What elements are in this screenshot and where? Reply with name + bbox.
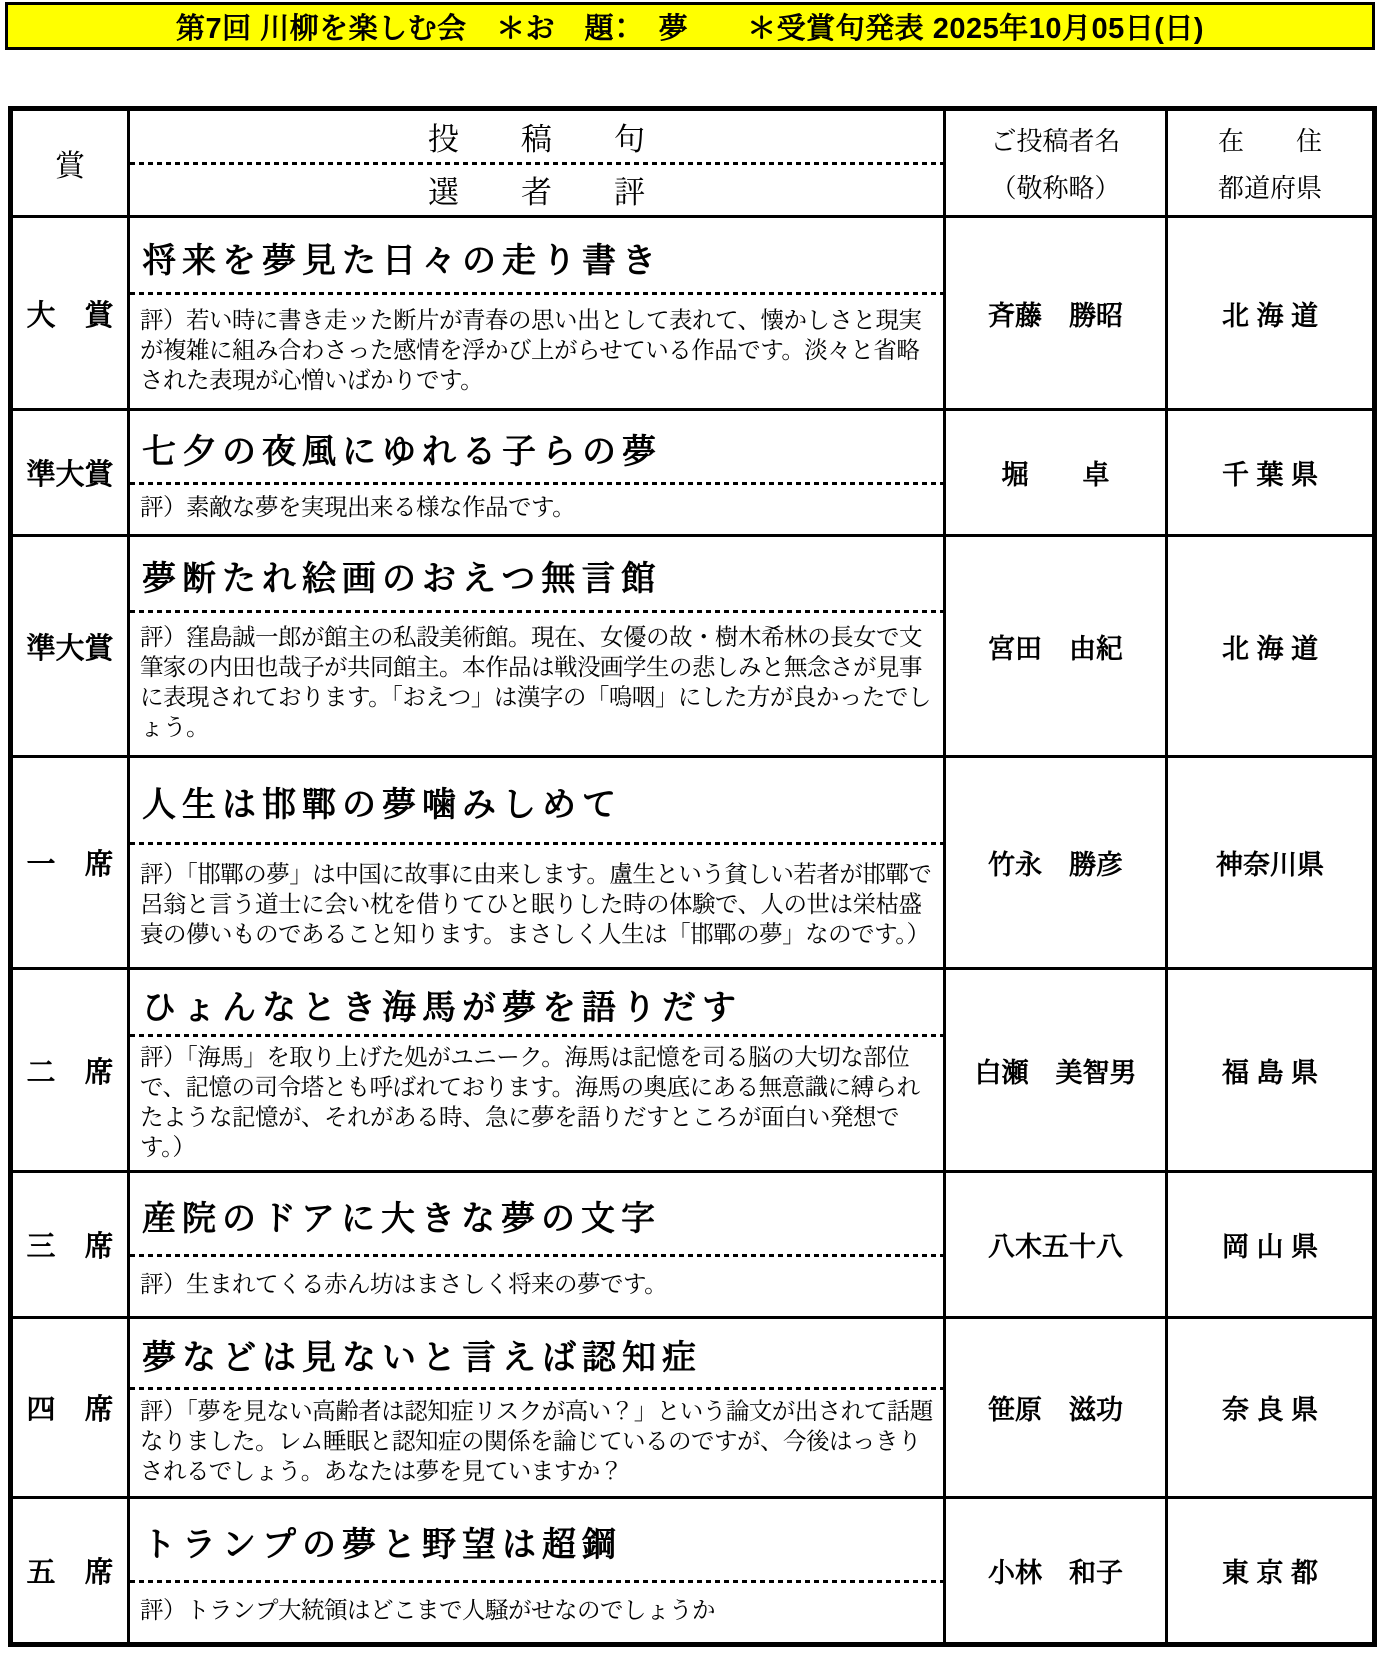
- author-name: 笹原 滋功: [945, 1318, 1167, 1498]
- residence: 神奈川県: [1167, 757, 1375, 969]
- award-label: 準大賞: [11, 410, 129, 536]
- poem-text: 夢などは見ないと言えば認知症: [142, 1338, 702, 1379]
- judge-comment: 評）窪島誠一郎が館主の私設美術館。現在、女優の故・樹木希林の長女で文筆家の内田也哉子が共同館主。本作品は戦没画学生の悲しみと無念さが見事に表現されております。「おえつ」は漢字の「嗚咽」にした方が良かったでしょう。: [140, 624, 931, 740]
- award-label: 準大賞: [11, 536, 129, 757]
- residence: 北 海 道: [1167, 536, 1375, 757]
- dashed-divider: [130, 1580, 943, 1583]
- poem-comment-cell: [129, 1172, 945, 1318]
- table-row: [11, 1172, 1375, 1318]
- dashed-divider: [130, 1387, 943, 1390]
- header-name-line1: ご投稿者名: [990, 126, 1121, 156]
- table-row: [11, 536, 1375, 757]
- award-label: 五 席: [11, 1498, 129, 1645]
- header-poem-label: 投 稿 句: [428, 121, 645, 157]
- poem-comment-cell: [129, 757, 945, 969]
- author-name: 白瀬 美智男: [945, 969, 1167, 1172]
- poem-text: 七夕の夜風にゆれる子らの夢: [142, 431, 662, 472]
- dashed-divider: [130, 482, 943, 485]
- poem-comment-cell: [129, 1498, 945, 1645]
- table-header-row: [11, 109, 1375, 217]
- author-name: 竹永 勝彦: [945, 757, 1167, 969]
- author-name: 堀 卓: [945, 410, 1167, 536]
- residence: 北 海 道: [1167, 217, 1375, 410]
- poem-text: トランプの夢と野望は超鋼: [142, 1524, 622, 1565]
- residence: 岡 山 県: [1167, 1172, 1375, 1318]
- table-row: [11, 1318, 1375, 1498]
- judge-comment: 評）「邯鄲の夢」は中国に故事に由来します。盧生という貧しい若者が邯鄲で呂翁と言う道士に会い枕を借りてひと眠りした時の体験で、人の世は栄枯盛衰の儚いものであること知ります。まさしく人生は「邯鄲の夢」なのです。）: [140, 861, 932, 947]
- dashed-divider: [130, 292, 943, 295]
- results-table: [8, 106, 1377, 1647]
- dashed-divider: [130, 842, 943, 845]
- poem-comment-cell: [129, 410, 945, 536]
- author-name: 斉藤 勝昭: [945, 217, 1167, 410]
- residence: 東 京 都: [1167, 1498, 1375, 1645]
- poem-comment-cell: [129, 1318, 945, 1498]
- judge-comment: 評）トランプ大統領はどこまで人騒がせなのでしょうか: [140, 1597, 715, 1624]
- header-comment-label: 選 者 評: [428, 175, 645, 211]
- title-banner: [5, 2, 1375, 50]
- table-row: [11, 757, 1375, 969]
- poem-text: 人生は邯鄲の夢噛みしめて: [142, 785, 622, 826]
- header-residence: [1167, 109, 1375, 217]
- header-name: [945, 109, 1167, 217]
- author-name: 八木五十八: [945, 1172, 1167, 1318]
- header-award: 賞: [11, 109, 129, 217]
- header-name-line2: （敬称略）: [990, 173, 1121, 203]
- dashed-divider: [130, 1034, 943, 1037]
- judge-comment: 評）若い時に書き走ッた断片が青春の思い出として表れて、懐かしさと現実が複雑に組み合わさった感情を浮かび上がらせている作品です。淡々と省略された表現が心憎いばかりです。: [140, 306, 922, 393]
- poem-comment-cell: [129, 536, 945, 757]
- author-name: 宮田 由紀: [945, 536, 1167, 757]
- poem-text: 将来を夢見た日々の走り書き: [142, 240, 662, 281]
- dashed-divider: [130, 162, 943, 165]
- header-residence-line2: 都道府県: [1217, 173, 1322, 203]
- table-row: [11, 410, 1375, 536]
- table-row: [11, 217, 1375, 410]
- residence: 千 葉 県: [1167, 410, 1375, 536]
- residence: 奈 良 県: [1167, 1318, 1375, 1498]
- page-title: 第7回 川柳を楽しむ会 ＊お 題： 夢 ＊受賞句発表 2025年10月05日(日): [175, 12, 1205, 45]
- judge-comment: 評）素敵な夢を実現出来る様な作品です。: [140, 494, 576, 521]
- table-row: [11, 969, 1375, 1172]
- award-label: 一 席: [11, 757, 129, 969]
- poem-comment-cell: [129, 217, 945, 410]
- award-label: 二 席: [11, 969, 129, 1172]
- author-name: 小林 和子: [945, 1498, 1167, 1645]
- dashed-divider: [130, 1254, 943, 1257]
- poem-text: 産院のドアに大きな夢の文字: [142, 1198, 661, 1239]
- dashed-divider: [130, 610, 943, 613]
- judge-comment: 評）「海馬」を取り上げた処がユニーク。海馬は記憶を司る脳の大切な部位で、記憶の司令塔とも呼ばれております。海馬の奥底にある無意識に縛られたような記憶が、それがある時、急に夢を語りだすところが面白い発想です。）: [140, 1043, 920, 1160]
- poem-text: 夢断たれ絵画のおえつ無言館: [142, 559, 662, 600]
- residence: 福 島 県: [1167, 969, 1375, 1172]
- award-label: 三 席: [11, 1172, 129, 1318]
- judge-comment: 評）「夢を見ない高齢者は認知症リスクが高い？」という論文が出されて話題なりました。レム睡眠と認知症の関係を論じているのですが、今後はっきりされるでしょう。あなたは夢を見ていますか？: [140, 1398, 933, 1484]
- table-row: [11, 1498, 1375, 1645]
- poem-text: ひょんなとき海馬が夢を語りだす: [142, 987, 742, 1028]
- header-residence-line1: 在 住: [1217, 126, 1322, 156]
- poem-comment-cell: [129, 969, 945, 1172]
- award-label: 四 席: [11, 1318, 129, 1498]
- header-poem-comment: [129, 109, 945, 217]
- judge-comment: 評）生まれてくる赤ん坊はまさしく将来の夢です。: [140, 1271, 668, 1298]
- award-label: 大 賞: [11, 217, 129, 410]
